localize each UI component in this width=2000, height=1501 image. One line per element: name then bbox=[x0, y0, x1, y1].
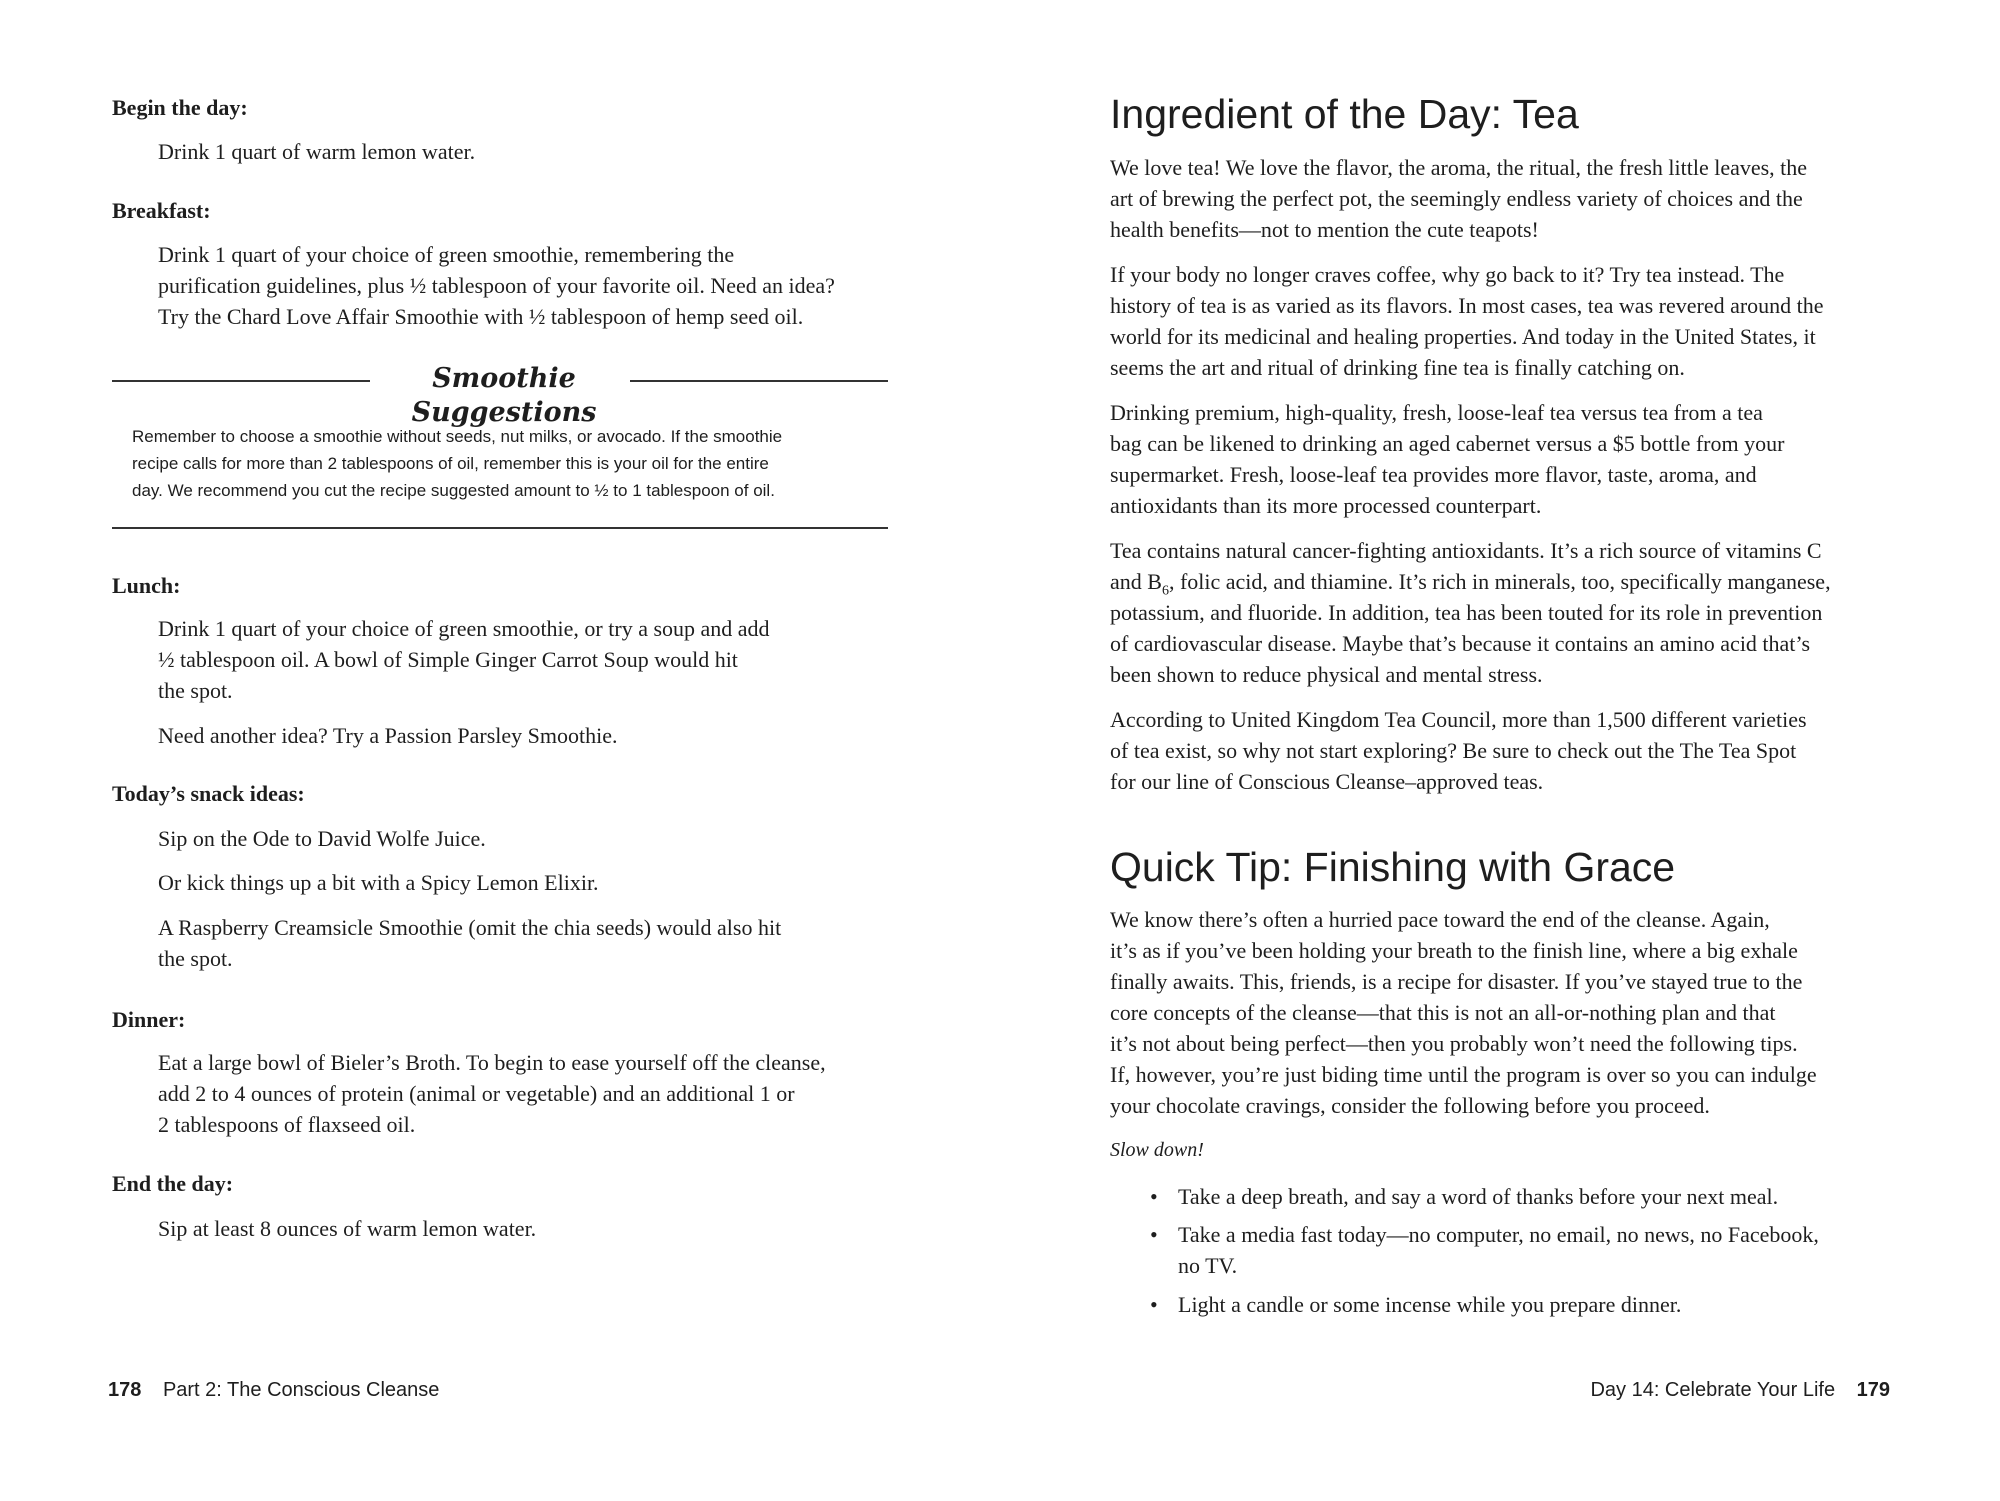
right-footer bbox=[1590, 1377, 1890, 1403]
smoothie-suggestions-line: recipe calls for more than 2 tablespoons of oil, remember this is your oil for the entire bbox=[132, 454, 769, 473]
lunch-extra: Need another idea? Try a Passion Parsley Smoothie. bbox=[158, 723, 618, 748]
bullet-dot: • bbox=[1150, 1292, 1158, 1317]
smoothie-suggestions-line: day. We recommend you cut the recipe suggested amount to ½ to 1 tablespoon of oil. bbox=[132, 481, 775, 500]
begin-the-day-text: Drink 1 quart of warm lemon water. bbox=[158, 139, 476, 164]
snack-idea: Or kick things up a bit with a Spicy Lemon Elixir. bbox=[158, 870, 599, 895]
slow-down-subhead: Slow down! bbox=[1110, 1139, 1204, 1161]
breakfast-line: Try the Chard Love Affair Smoothie with ½ tablespoon of hemp seed oil. bbox=[158, 304, 804, 329]
tea-paragraph-line: If your body no longer craves coffee, why go back to it? Try tea instead. The bbox=[1110, 262, 1785, 287]
sidebar-rule-bottom bbox=[112, 527, 888, 529]
bullet-dot: • bbox=[1150, 1184, 1158, 1209]
tea-paragraph-line: According to United Kingdom Tea Council, more than 1,500 different varieties bbox=[1110, 707, 1807, 732]
section-title: Day 14: Celebrate Your Life bbox=[1590, 1379, 1836, 1401]
bullet-item: Take a deep breath, and say a word of thanks before your next meal. bbox=[1178, 1184, 1779, 1209]
left-footer bbox=[108, 1377, 439, 1403]
tea-paragraph-line: world for its medicinal and healing properties. And today in the United States, it bbox=[1110, 324, 1816, 349]
breakfast-label: Breakfast: bbox=[112, 198, 211, 223]
section-title: Part 2: The Conscious Cleanse bbox=[162, 1379, 440, 1401]
tea-paragraph-line: seems the art and ritual of drinking fine tea is finally catching on. bbox=[1110, 355, 1685, 380]
quick-tip-line: finally awaits. This, friends, is a recipe for disaster. If you’ve stayed true to the bbox=[1110, 969, 1803, 994]
begin-the-day-label: Begin the day: bbox=[112, 95, 248, 120]
tea-paragraph-line: art of brewing the perfect pot, the seemingly endless variety of choices and the bbox=[1110, 186, 1803, 211]
sidebar-rule-right bbox=[630, 380, 888, 382]
smoothie-suggestions-line: Remember to choose a smoothie without seeds, nut milks, or avocado. If the smoothie bbox=[132, 427, 783, 446]
quick-tip-line: We know there’s often a hurried pace toward the end of the cleanse. Again, bbox=[1110, 907, 1770, 932]
lunch-line: Drink 1 quart of your choice of green smoothie, or try a soup and add bbox=[158, 616, 770, 641]
lunch-line: ½ tablespoon oil. A bowl of Simple Ginger Carrot Soup would hit bbox=[158, 647, 738, 672]
snack-ideas-label: Today’s snack ideas: bbox=[112, 781, 305, 806]
end-the-day-label: End the day: bbox=[112, 1171, 234, 1196]
dinner-line: 2 tablespoons of flaxseed oil. bbox=[158, 1112, 416, 1137]
tea-paragraph-line: health benefits—not to mention the cute teapots! bbox=[1110, 217, 1539, 242]
tea-paragraph-line: supermarket. Fresh, loose-leaf tea provides more flavor, taste, aroma, and bbox=[1110, 462, 1757, 487]
quick-tip-line: it’s not about being perfect—then you probably won’t need the following tips. bbox=[1110, 1031, 1798, 1056]
snack-idea: A Raspberry Creamsicle Smoothie (omit the chia seeds) would also hit bbox=[158, 915, 782, 940]
quick-tip-line: If, however, you’re just biding time until the program is over so you can indulge bbox=[1110, 1062, 1817, 1087]
tea-paragraph-line: bag can be likened to drinking an aged cabernet versus a $5 bottle from your bbox=[1110, 431, 1785, 456]
bullet-item: no TV. bbox=[1178, 1253, 1238, 1278]
snack-idea: Sip on the Ode to David Wolfe Juice. bbox=[158, 826, 486, 851]
breakfast-line: Drink 1 quart of your choice of green smoothie, remembering the bbox=[158, 242, 735, 267]
heading-ingredient-of-the-day: Ingredient of the Day: Tea bbox=[1110, 91, 1579, 137]
bullet-dot: • bbox=[1150, 1222, 1158, 1247]
dinner-label: Dinner: bbox=[112, 1007, 186, 1032]
tea-paragraph-line: Drinking premium, high-quality, fresh, loose-leaf tea versus tea from a tea bbox=[1110, 400, 1763, 425]
tea-text: , folic acid, and thiamine. It’s rich in minerals, too, specifically manganese, bbox=[1168, 569, 1831, 594]
quick-tip-line: your chocolate cravings, consider the following before you proceed. bbox=[1110, 1093, 1710, 1118]
breakfast-line: purification guidelines, plus ½ tablespoon of your favorite oil. Need an idea? bbox=[158, 273, 835, 298]
tea-text: and B bbox=[1110, 569, 1162, 594]
quick-tip-line: it’s as if you’ve been holding your breath to the finish line, where a big exhale bbox=[1110, 938, 1798, 963]
tea-paragraph-line: history of tea is as varied as its flavors. In most cases, tea was revered around the bbox=[1110, 293, 1824, 318]
quick-tip-line: core concepts of the cleanse—that this is not an all-or-nothing plan and that bbox=[1110, 1000, 1776, 1025]
bullet-item: Light a candle or some incense while you prepare dinner. bbox=[1178, 1292, 1682, 1317]
sidebar-rule-left bbox=[112, 380, 370, 382]
tea-paragraph-line: of tea exist, so why not start exploring? Be sure to check out the The Tea Spot bbox=[1110, 738, 1797, 763]
tea-paragraph-line: of cardiovascular disease. Maybe that’s because it contains an amino acid that’s bbox=[1110, 631, 1811, 656]
tea-paragraph-line: We love tea! We love the flavor, the aroma, the ritual, the fresh little leaves, the bbox=[1110, 155, 1808, 180]
smoothie-suggestions-title: Smoothie Suggestions bbox=[411, 363, 597, 428]
lunch-label: Lunch: bbox=[112, 573, 181, 598]
page-number: 178 bbox=[108, 1379, 142, 1401]
tea-paragraph-line: antioxidants than its more processed counterpart. bbox=[1110, 493, 1542, 518]
tea-paragraph-line bbox=[1110, 566, 1831, 598]
subscript-six: 6 bbox=[1161, 583, 1169, 599]
bullet-item: Take a media fast today—no computer, no email, no news, no Facebook, bbox=[1178, 1222, 1819, 1247]
end-the-day-text: Sip at least 8 ounces of warm lemon water. bbox=[158, 1216, 537, 1241]
tea-paragraph-line: potassium, and fluoride. In addition, tea has been touted for its role in prevention bbox=[1110, 600, 1823, 625]
snack-idea: the spot. bbox=[158, 946, 233, 971]
dinner-line: add 2 to 4 ounces of protein (animal or vegetable) and an additional 1 or bbox=[158, 1081, 795, 1106]
heading-quick-tip: Quick Tip: Finishing with Grace bbox=[1110, 844, 1676, 890]
tea-paragraph-line: for our line of Conscious Cleanse–approved teas. bbox=[1110, 769, 1544, 794]
lunch-line: the spot. bbox=[158, 678, 233, 703]
dinner-line: Eat a large bowl of Bieler’s Broth. To begin to ease yourself off the cleanse, bbox=[158, 1050, 826, 1075]
tea-paragraph-line: been shown to reduce physical and mental stress. bbox=[1110, 662, 1543, 687]
tea-paragraph-line: Tea contains natural cancer-fighting antioxidants. It’s a rich source of vitamins C bbox=[1110, 538, 1822, 563]
page-number: 179 bbox=[1856, 1379, 1890, 1401]
